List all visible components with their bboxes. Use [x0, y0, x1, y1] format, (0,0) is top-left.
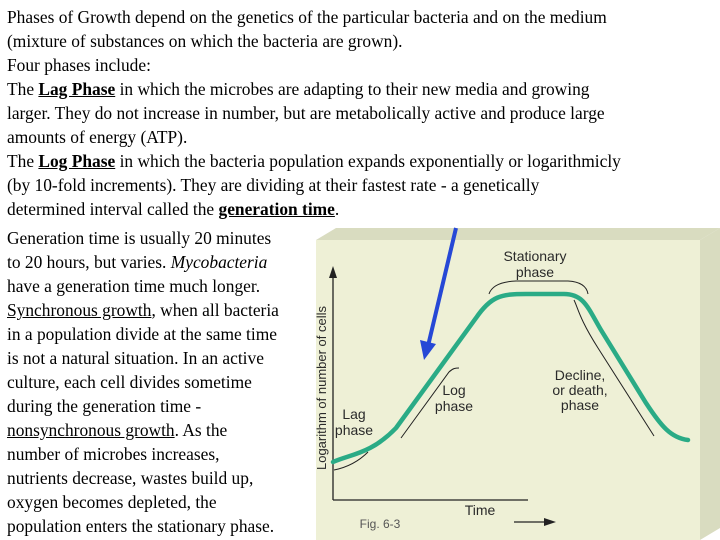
- side-line-12: oxygen becomes depleted, the: [7, 492, 217, 512]
- log-label-line1: Log: [442, 382, 466, 398]
- side-line-2: [7, 250, 327, 274]
- mycobacteria-term: Mycobacteria: [170, 252, 268, 272]
- y-axis-label: Logarithm of number of cells: [314, 305, 329, 471]
- log-prefix: The: [7, 151, 39, 171]
- lag-label-line1: Lag: [342, 406, 366, 422]
- side-line-13: population enters the stationary phase.: [7, 516, 275, 536]
- log-line-3: [7, 197, 719, 221]
- stationary-label-line1: Stationary: [503, 248, 567, 264]
- lag-line-2: larger. They do not increase in number, but are metabolically active and produce large: [7, 103, 605, 123]
- log-label-line2: phase: [434, 398, 474, 414]
- side-line-9-rest: . As the: [174, 420, 228, 440]
- panel-right-edge: [700, 228, 720, 540]
- log-rest-3-prefix: determined interval called the: [7, 199, 219, 219]
- figure-caption: Fig. 6-3: [359, 517, 401, 531]
- lag-prefix: The: [7, 79, 39, 99]
- log-line-1: [7, 149, 719, 173]
- side-line-4-rest: , when all bacteria: [151, 300, 279, 320]
- figure-panel: [316, 240, 700, 540]
- lag-label-line2: phase: [334, 422, 374, 438]
- stationary-label-line2: phase: [515, 264, 555, 280]
- x-axis-label: Time: [464, 502, 496, 518]
- decline-label-line2: or death,: [552, 382, 608, 398]
- intro-text: [7, 5, 719, 221]
- decline-label-line3: phase: [560, 397, 600, 413]
- side-line-3: have a generation time much longer.: [7, 276, 261, 296]
- lag-rest-1: in which the microbes are adapting to their new media and growing: [115, 79, 590, 99]
- side-line-2-prefix: to 20 hours, but varies.: [7, 252, 171, 272]
- side-line-9: [7, 418, 327, 442]
- side-line-5: in a population divide at the same time: [7, 324, 277, 344]
- panel-top-edge: [316, 228, 720, 240]
- lag-phase-term: Lag Phase: [38, 79, 116, 99]
- lag-line-1: [7, 77, 719, 101]
- generation-time-term: generation time: [218, 199, 335, 219]
- side-line-8: during the generation time -: [7, 396, 202, 416]
- side-line-6: is not a natural situation. In an active: [7, 348, 264, 368]
- side-line-11: nutrients decrease, wastes build up,: [7, 468, 254, 488]
- side-line-1: Generation time is usually 20 minutes: [7, 228, 272, 248]
- log-rest-1: in which the bacteria population expands exponentially or logarithmicly: [115, 151, 621, 171]
- side-line-10: number of microbes increases,: [7, 444, 220, 464]
- side-text: [7, 226, 327, 538]
- lag-line-3: amounts of energy (ATP).: [7, 127, 188, 147]
- nonsynchronous-growth-term: nonsynchronous growth: [7, 420, 175, 440]
- growth-curve-figure: [316, 228, 720, 540]
- synchronous-growth-term: Synchronous growth: [7, 300, 152, 320]
- log-line-2: (by 10-fold increments). They are dividing at their fastest rate - a genetically: [7, 175, 540, 195]
- intro-line-3: Four phases include:: [7, 55, 151, 75]
- intro-line-1: Phases of Growth depend on the genetics of the particular bacteria and on the medium: [7, 7, 607, 27]
- log-phase-term: Log Phase: [38, 151, 116, 171]
- intro-line-2: (mixture of substances on which the bacteria are grown).: [7, 31, 403, 51]
- decline-label-line1: Decline,: [554, 367, 606, 383]
- side-line-4: [7, 298, 327, 322]
- side-line-7: culture, each cell divides sometime: [7, 372, 252, 392]
- log-rest-3-end: .: [334, 199, 340, 219]
